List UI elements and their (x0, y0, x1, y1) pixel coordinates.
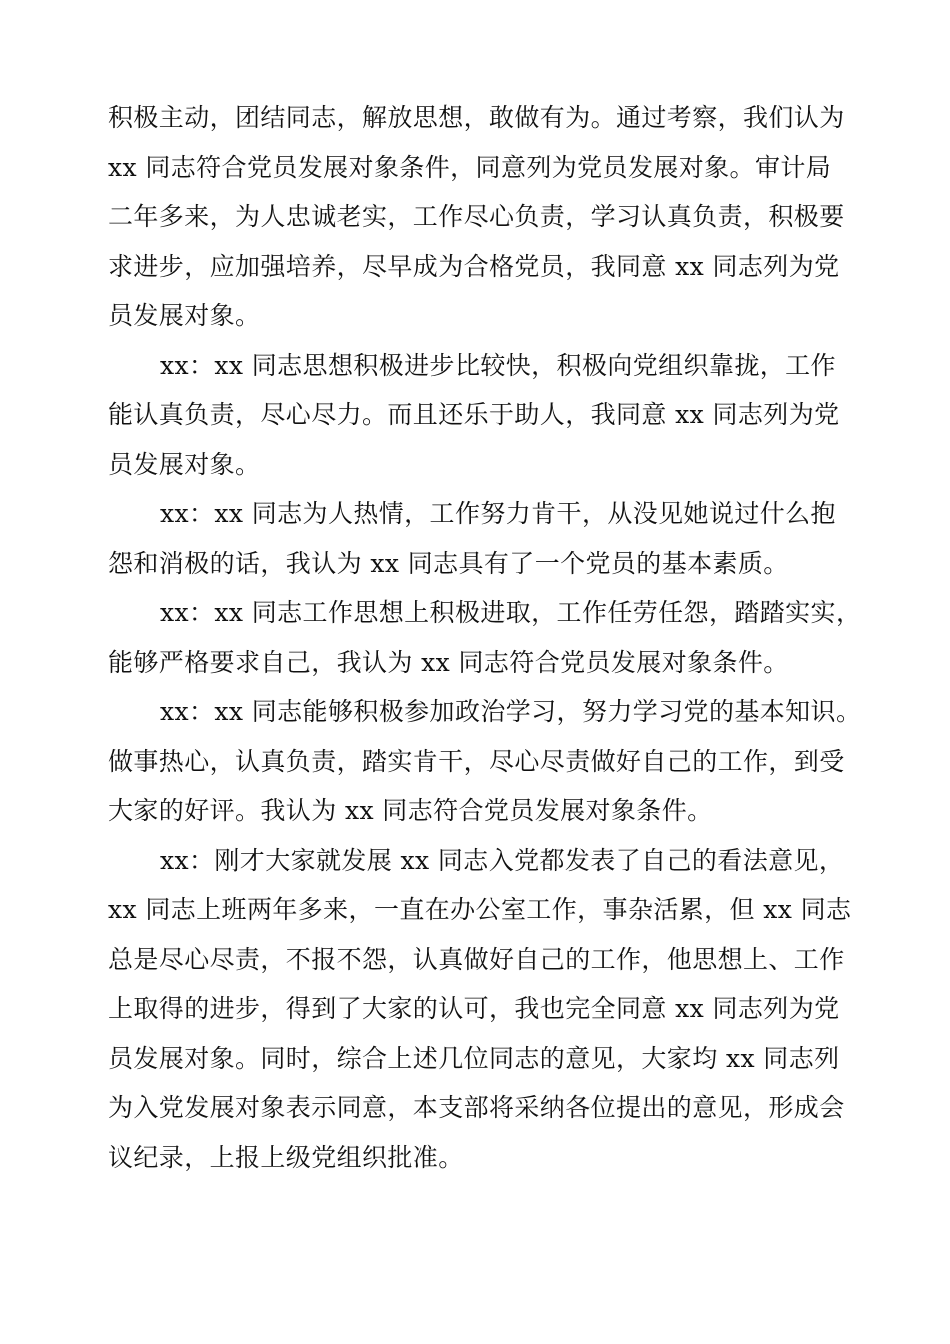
paragraph-start-line: xx：xx 同志思想积极进步比较快，积极向党组织靠拢，工作 (160, 350, 836, 380)
text-line: 积极主动，团结同志，解放思想，敢做有为。通过考察，我们认为 (108, 103, 845, 132)
text-line: 为入党发展对象表示同意，本支部将采纳各位提出的意见，形成会 (108, 1093, 845, 1122)
paragraph-start-line: xx：xx 同志能够积极参加政治学习，努力学习党的基本知识。 (160, 697, 862, 726)
text-line: xx 同志上班两年多来，一直在办公室工作，事杂活累，但 xx 同志 (108, 895, 852, 924)
text-line: 总是尽心尽责，不报不怨，认真做好自己的工作，他思想上、工作 (108, 944, 845, 974)
paragraph-start-line: xx：xx 同志为人热情，工作努力肯干，从没见她说过什么抱 (160, 499, 836, 528)
text-line: 求进步，应加强培养，尽早成为合格党员，我同意 xx 同志列为党 (108, 251, 840, 281)
text-line: 议纪录，上报上级党组织批准。 (108, 1142, 464, 1172)
text-line: 员发展对象。 (108, 301, 261, 330)
text-line: 怨和消极的话，我认为 xx 同志具有了一个党员的基本素质。 (108, 548, 789, 578)
document-body (108, 93, 862, 1182)
text-line: 做事热心，认真负责，踏实肯干，尽心尽责做好自己的工作，到受 (108, 746, 845, 776)
text-line: 能认真负责，尽心尽力。而且还乐于助人，我同意 xx 同志列为党 (108, 400, 840, 429)
text-line: 员发展对象。 (108, 449, 261, 479)
text-line: 上取得的进步，得到了大家的认可，我也完全同意 xx 同志列为党 (108, 994, 840, 1023)
paragraph-start-line: xx：刚才大家就发展 xx 同志入党都发表了自己的看法意见， (160, 845, 845, 875)
text-line: xx 同志符合党员发展对象条件，同意列为党员发展对象。审计局 (108, 152, 832, 182)
text-line: 二年多来，为人忠诚老实，工作尽心负责，学习认真负责，积极要 (108, 202, 845, 231)
text-line: 员发展对象。同时，综合上述几位同志的意见，大家均 xx 同志列 (108, 1043, 840, 1073)
paragraph-start-line: xx：xx 同志工作思想上积极进取，工作任劳任怨，踏踏实实， (160, 598, 862, 627)
text-line: 能够严格要求自己，我认为 xx 同志符合党员发展对象条件。 (108, 647, 789, 677)
text-line: 大家的好评。我认为 xx 同志符合党员发展对象条件。 (108, 796, 713, 825)
